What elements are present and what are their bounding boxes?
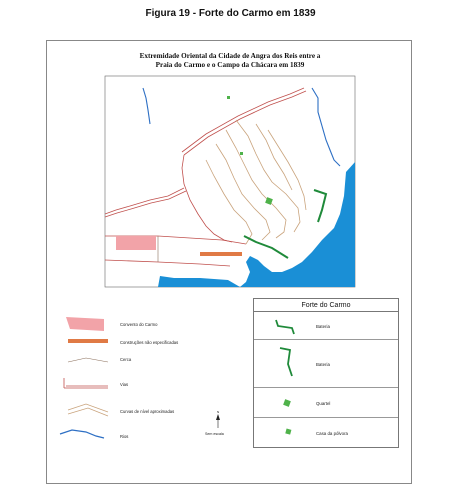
figure-title: Figura 19 - Forte do Carmo em 1839 xyxy=(145,8,316,19)
battery-south xyxy=(244,236,288,258)
map-title-line-2: Praia do Carmo e o Campo da Chácara em 1839 xyxy=(155,61,305,69)
contours xyxy=(206,120,306,244)
contour-1 xyxy=(236,120,300,232)
contour-2 xyxy=(226,130,286,238)
forte-legend-box xyxy=(253,298,399,448)
river-north xyxy=(312,88,340,166)
svg-text:N: N xyxy=(217,410,220,414)
casa-polvora-building xyxy=(240,152,243,155)
contour-4 xyxy=(206,160,252,244)
forte-row-bateria-1 xyxy=(254,312,398,340)
forte-row-quartel xyxy=(254,388,398,418)
scale-note: Sem escala xyxy=(205,432,224,436)
sea-area xyxy=(240,162,355,287)
legend-construcoes-label: Construções não especificadas xyxy=(120,340,179,345)
forte-row-bateria-2 xyxy=(254,340,398,388)
road-west-inner xyxy=(105,191,186,217)
contour-5 xyxy=(268,130,306,210)
road-north-inner xyxy=(184,91,306,155)
legend-cerca-label: Cerca xyxy=(120,357,132,362)
legend-vias-symbol xyxy=(64,378,108,388)
road-hill-edge xyxy=(182,155,232,242)
forte-row-casa-polvora xyxy=(254,418,398,447)
legend-curvas-label: Curvas de nível aproximadas xyxy=(120,409,175,414)
sea-small-left xyxy=(158,276,240,287)
contour-3 xyxy=(216,144,270,240)
forte-item-label: Casa da pólvora xyxy=(316,431,348,436)
construction-building xyxy=(200,252,242,256)
contour-6 xyxy=(256,124,292,190)
forte-item-label: Bateria xyxy=(316,362,330,367)
road-bottom-inner xyxy=(105,260,230,266)
legend-curvas-symbol xyxy=(68,404,108,416)
forte-legend-title: Forte do Carmo xyxy=(254,299,398,312)
road-west xyxy=(105,188,184,214)
legend-rios-label: Rios xyxy=(120,434,129,439)
legend-vias-label: Vias xyxy=(120,382,129,387)
forte-item-label: Quartel xyxy=(316,401,331,406)
legend-convento-label: Convento do Carmo xyxy=(120,322,158,327)
forte-item-label: Bateria xyxy=(316,324,330,329)
convento-building xyxy=(116,236,156,250)
legend-rios-symbol xyxy=(60,430,104,438)
small-construction xyxy=(227,96,230,99)
legend-cerca-symbol xyxy=(68,358,108,362)
map-title-line-1: Extremidade Oriental da Cidade de Angra dos Reis entre a xyxy=(139,52,321,60)
north-arrow-icon xyxy=(216,410,220,428)
river-west xyxy=(143,88,150,124)
legend-convento-symbol xyxy=(66,317,104,331)
legend-construcoes-symbol xyxy=(68,339,108,343)
battery-east xyxy=(314,190,326,222)
